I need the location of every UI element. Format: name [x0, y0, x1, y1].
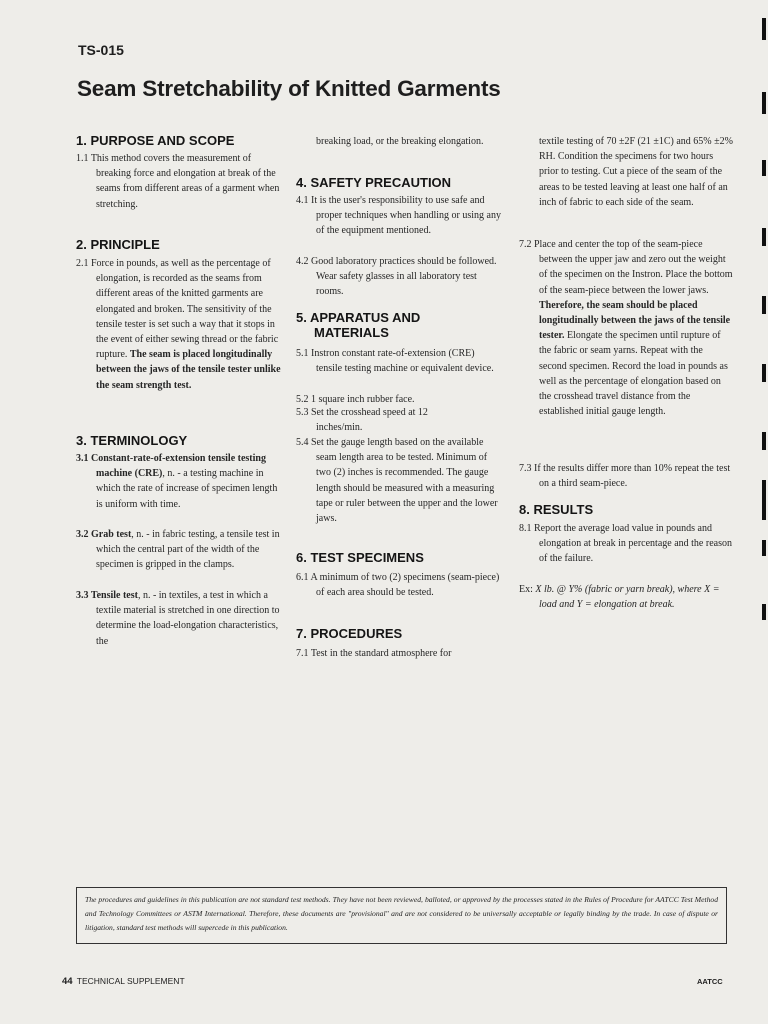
paragraph-5-4: 5.4 Set the gauge length based on the available seam length area to be tested. Minimum of two (2) inches is recommended. The gauge length should be measured with a measuring tape or ruler between the upper and the lower jaws. — [296, 437, 498, 525]
paragraph-5-3: 5.3 Set the crosshead speed at 12 inches/min. — [296, 407, 428, 434]
heading-principle: 2. PRINCIPLE — [76, 237, 160, 252]
paragraph-1-1: 1.1 This method covers the measurement of breaking force and elongation at break of the seams from different areas of a garment when stretching. — [76, 153, 280, 210]
scan-edge-mark — [762, 160, 766, 176]
heading-test-specimens: 6. TEST SPECIMENS — [296, 550, 424, 565]
scan-edge-mark — [762, 432, 766, 450]
paragraph-3-1: 3.1 Constant-rate-of-extension tensile testing machine (CRE), n. - a testing machine in which the rate of increase of specimen length is uniform with time. — [76, 453, 278, 510]
paragraph-3-3-continued: breaking load, or the breaking elongation. — [316, 136, 484, 147]
paragraph-7-3: 7.3 If the results differ more than 10% repeat the test on a third seam-piece. — [519, 463, 731, 490]
scan-edge-mark — [762, 604, 766, 620]
paragraph-8-1: 8.1 Report the average load value in pounds and elongation at break in percentage and the reason of the failure. — [519, 523, 732, 565]
paragraph-3-3: 3.3 Tensile test, n. - in textiles, a test in which a textile material is stretched in one direction to determine the load-elongation characteristics, the — [76, 590, 280, 647]
paragraph-7-1: 7.1 Test in the standard atmosphere for — [296, 648, 452, 659]
page-number: 44 — [62, 976, 73, 987]
paragraph-4-1: 4.1 It is the user's responsibility to use safe and proper techniques when handling or using any of the equipment mentioned. — [296, 195, 501, 237]
footer-section-label: TECHNICAL SUPPLEMENT — [76, 976, 185, 986]
disclaimer-box: The procedures and guidelines in this publication are not standard test methods. They have not been reviewed, balloted, or approved by the processes stated in the Rules of Procedure for AATCC Test Method and Technology Committees or ASTM International. Therefore, these documents are "provisional" and are not considered to be universally acceptable or legally binding by the trade. In case of dispute or litigation, standard test methods will supercede in this publication. — [76, 887, 727, 944]
heading-safety-precaution: 4. SAFETY PRECAUTION — [296, 175, 452, 190]
footer-publisher: AATCC — [697, 977, 723, 986]
heading-purpose-scope: 1. PURPOSE AND SCOPE — [76, 133, 235, 148]
footer-left — [62, 976, 185, 987]
heading-terminology: 3. TERMINOLOGY — [76, 433, 188, 448]
scan-edge-mark — [762, 480, 766, 520]
heading-results: 8. RESULTS — [519, 502, 594, 517]
page-title: Seam Stretchability of Knitted Garments — [77, 76, 501, 101]
scan-edge-mark — [762, 18, 766, 40]
scan-edge-mark — [762, 540, 766, 556]
scan-edge-mark — [762, 228, 766, 246]
document-id: TS-015 — [78, 42, 124, 58]
paragraph-7-2: 7.2 Place and center the top of the seam-piece between the upper jaw and zero out the weight of the specimen on the Instron. Place the bottom of the seam-piece between the lower jaws. Therefore, the seam should be placed longitudinally between the jaws of the tensile tester. Elongate the specimen until rupture of the fabric or seam yarns. Repeat with the second specimen. Record the load in pounds as well as the percentage of elongation based on the crosshead travel distance from the established initial gauge length. — [519, 239, 733, 418]
paragraph-5-2: 5.2 1 square inch rubber face. — [296, 394, 415, 405]
paragraph-6-1: 6.1 A minimum of two (2) specimens (seam-piece) of each area should be tested. — [296, 572, 500, 599]
scan-edge-mark — [762, 296, 766, 314]
heading-procedures: 7. PROCEDURES — [296, 626, 403, 641]
paragraph-4-2: 4.2 Good laboratory practices should be followed. Wear safety glasses in all laboratory test rooms. — [296, 256, 497, 298]
scan-edge-mark — [762, 92, 766, 114]
paragraph-5-1: 5.1 Instron constant rate-of-extension (CRE) tensile testing machine or equivalent device. — [296, 348, 494, 375]
heading-apparatus: 5. APPARATUS AND — [296, 310, 421, 325]
scan-edge-mark — [762, 364, 766, 382]
paragraph-7-1-continued: textile testing of 70 ±2F (21 ±1C) and 65% ±2% RH. Condition the specimens for two hours prior to testing. Cut a piece of the seam of the areas to be tested leaving at least one half of an inch of fabric to each side of the seam. — [539, 136, 733, 208]
paragraph-2-1: 2.1 Force in pounds, as well as the percentage of elongation, is recorded as the seams from different areas of the knitted garments are elongated and broken. The sensitivity of the tensile tester is set such a way that it stops in the event of either sewing thread or the fabric rupture. The seam is placed longitudinally between the jaws of the tensile tester unlike the seam strength test. — [76, 258, 281, 391]
paragraph-3-2: 3.2 Grab test, n. - in fabric testing, a tensile test in which the central part of the width of the specimen is gripped in the clamps. — [76, 529, 280, 571]
results-example: Ex: X lb. @ Y% (fabric or yarn break), where X = load and Y = elongation at break. — [519, 584, 720, 611]
heading-apparatus-line2: MATERIALS — [314, 325, 389, 340]
